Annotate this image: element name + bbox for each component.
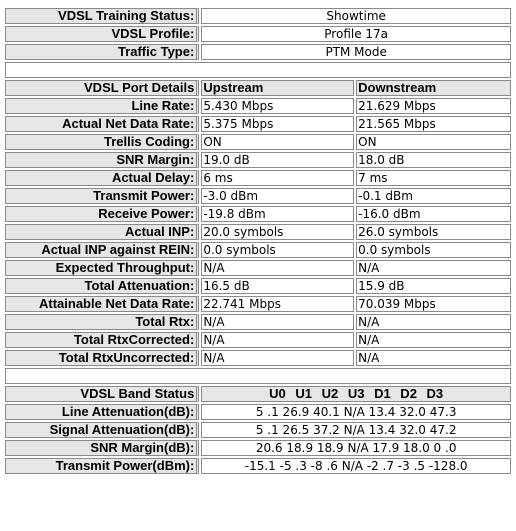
port-detail-row bbox=[5, 332, 511, 348]
row-label: VDSL Profile: bbox=[5, 26, 199, 42]
port-detail-row bbox=[5, 98, 511, 114]
row-label: Total Rtx: bbox=[5, 314, 199, 330]
profile-row bbox=[5, 26, 511, 42]
port-detail-row bbox=[5, 314, 511, 330]
upstream-value: 16.5 dB bbox=[201, 278, 354, 294]
downstream-value: 70.039 Mbps bbox=[356, 296, 511, 312]
downstream-value: 21.629 Mbps bbox=[356, 98, 511, 114]
upstream-value: N/A bbox=[201, 332, 354, 348]
band-values: 20.6 18.9 18.9 N/A 17.9 18.0 0 .0 bbox=[201, 440, 511, 456]
row-label: Transmit Power: bbox=[5, 188, 199, 204]
port-detail-row bbox=[5, 242, 511, 258]
port-detail-row bbox=[5, 206, 511, 222]
row-label: Total RtxCorrected: bbox=[5, 332, 199, 348]
vdsl-status-table bbox=[3, 6, 513, 476]
port-detail-row bbox=[5, 134, 511, 150]
spacer-cell bbox=[5, 62, 511, 78]
profile-value: Profile 17a bbox=[201, 26, 511, 42]
upstream-value: -19.8 dBm bbox=[201, 206, 354, 222]
band-values: -15.1 -5 .3 -8 .6 N/A -2 .7 -3 .5 -128.0 bbox=[201, 458, 511, 474]
row-label: SNR Margin: bbox=[5, 152, 199, 168]
downstream-value: N/A bbox=[356, 332, 511, 348]
traffic-type-value: PTM Mode bbox=[201, 44, 511, 60]
row-label: Attainable Net Data Rate: bbox=[5, 296, 199, 312]
downstream-header: Downstream bbox=[356, 80, 511, 96]
row-label: SNR Margin(dB): bbox=[5, 440, 199, 456]
row-label: Actual Delay: bbox=[5, 170, 199, 186]
row-label: Traffic Type: bbox=[5, 44, 199, 60]
row-label: Expected Throughput: bbox=[5, 260, 199, 276]
band-values: 5 .1 26.5 37.2 N/A 13.4 32.0 47.2 bbox=[201, 422, 511, 438]
row-label: Receive Power: bbox=[5, 206, 199, 222]
band-values: 5 .1 26.9 40.1 N/A 13.4 32.0 47.3 bbox=[201, 404, 511, 420]
band-status-row bbox=[5, 458, 511, 474]
vdsl-status-body bbox=[5, 8, 511, 474]
spacer-row bbox=[5, 368, 511, 384]
band-status-header-row bbox=[5, 386, 511, 402]
downstream-value: 0.0 symbols bbox=[356, 242, 511, 258]
band-status-row bbox=[5, 404, 511, 420]
upstream-value: 5.430 Mbps bbox=[201, 98, 354, 114]
port-detail-row bbox=[5, 278, 511, 294]
row-label: Total RtxUncorrected: bbox=[5, 350, 199, 366]
band-columns-header: U0 U1 U2 U3 D1 D2 D3 bbox=[201, 386, 511, 402]
row-label: Transmit Power(dBm): bbox=[5, 458, 199, 474]
upstream-value: N/A bbox=[201, 314, 354, 330]
upstream-value: ON bbox=[201, 134, 354, 150]
port-detail-row bbox=[5, 350, 511, 366]
port-detail-row bbox=[5, 260, 511, 276]
upstream-value: 19.0 dB bbox=[201, 152, 354, 168]
row-label: VDSL Training Status: bbox=[5, 8, 199, 24]
row-label: Line Rate: bbox=[5, 98, 199, 114]
spacer-cell bbox=[5, 368, 511, 384]
training-status-row bbox=[5, 8, 511, 24]
traffic-type-row bbox=[5, 44, 511, 60]
band-status-row bbox=[5, 440, 511, 456]
port-detail-row bbox=[5, 224, 511, 240]
upstream-value: 6 ms bbox=[201, 170, 354, 186]
row-label: Actual INP against REIN: bbox=[5, 242, 199, 258]
upstream-value: 20.0 symbols bbox=[201, 224, 354, 240]
upstream-value: N/A bbox=[201, 260, 354, 276]
upstream-value: 5.375 Mbps bbox=[201, 116, 354, 132]
row-label: Signal Attenuation(dB): bbox=[5, 422, 199, 438]
row-label: Total Attenuation: bbox=[5, 278, 199, 294]
downstream-value: -0.1 dBm bbox=[356, 188, 511, 204]
port-details-header-label: VDSL Port Details bbox=[5, 80, 199, 96]
band-status-row bbox=[5, 422, 511, 438]
downstream-value: 26.0 symbols bbox=[356, 224, 511, 240]
port-detail-row bbox=[5, 170, 511, 186]
port-detail-row bbox=[5, 152, 511, 168]
downstream-value: N/A bbox=[356, 314, 511, 330]
downstream-value: ON bbox=[356, 134, 511, 150]
training-status-value: Showtime bbox=[201, 8, 511, 24]
port-detail-row bbox=[5, 296, 511, 312]
upstream-header: Upstream bbox=[201, 80, 354, 96]
upstream-value: N/A bbox=[201, 350, 354, 366]
downstream-value: N/A bbox=[356, 260, 511, 276]
port-detail-row bbox=[5, 116, 511, 132]
downstream-value: N/A bbox=[356, 350, 511, 366]
port-details-header-row bbox=[5, 80, 511, 96]
row-label: Actual Net Data Rate: bbox=[5, 116, 199, 132]
spacer-row bbox=[5, 62, 511, 78]
row-label: Actual INP: bbox=[5, 224, 199, 240]
upstream-value: 22.741 Mbps bbox=[201, 296, 354, 312]
row-label: Trellis Coding: bbox=[5, 134, 199, 150]
downstream-value: 18.0 dB bbox=[356, 152, 511, 168]
downstream-value: 21.565 Mbps bbox=[356, 116, 511, 132]
port-detail-row bbox=[5, 188, 511, 204]
downstream-value: 7 ms bbox=[356, 170, 511, 186]
downstream-value: -16.0 dBm bbox=[356, 206, 511, 222]
row-label: Line Attenuation(dB): bbox=[5, 404, 199, 420]
band-status-header-label: VDSL Band Status bbox=[5, 386, 199, 402]
downstream-value: 15.9 dB bbox=[356, 278, 511, 294]
upstream-value: -3.0 dBm bbox=[201, 188, 354, 204]
upstream-value: 0.0 symbols bbox=[201, 242, 354, 258]
